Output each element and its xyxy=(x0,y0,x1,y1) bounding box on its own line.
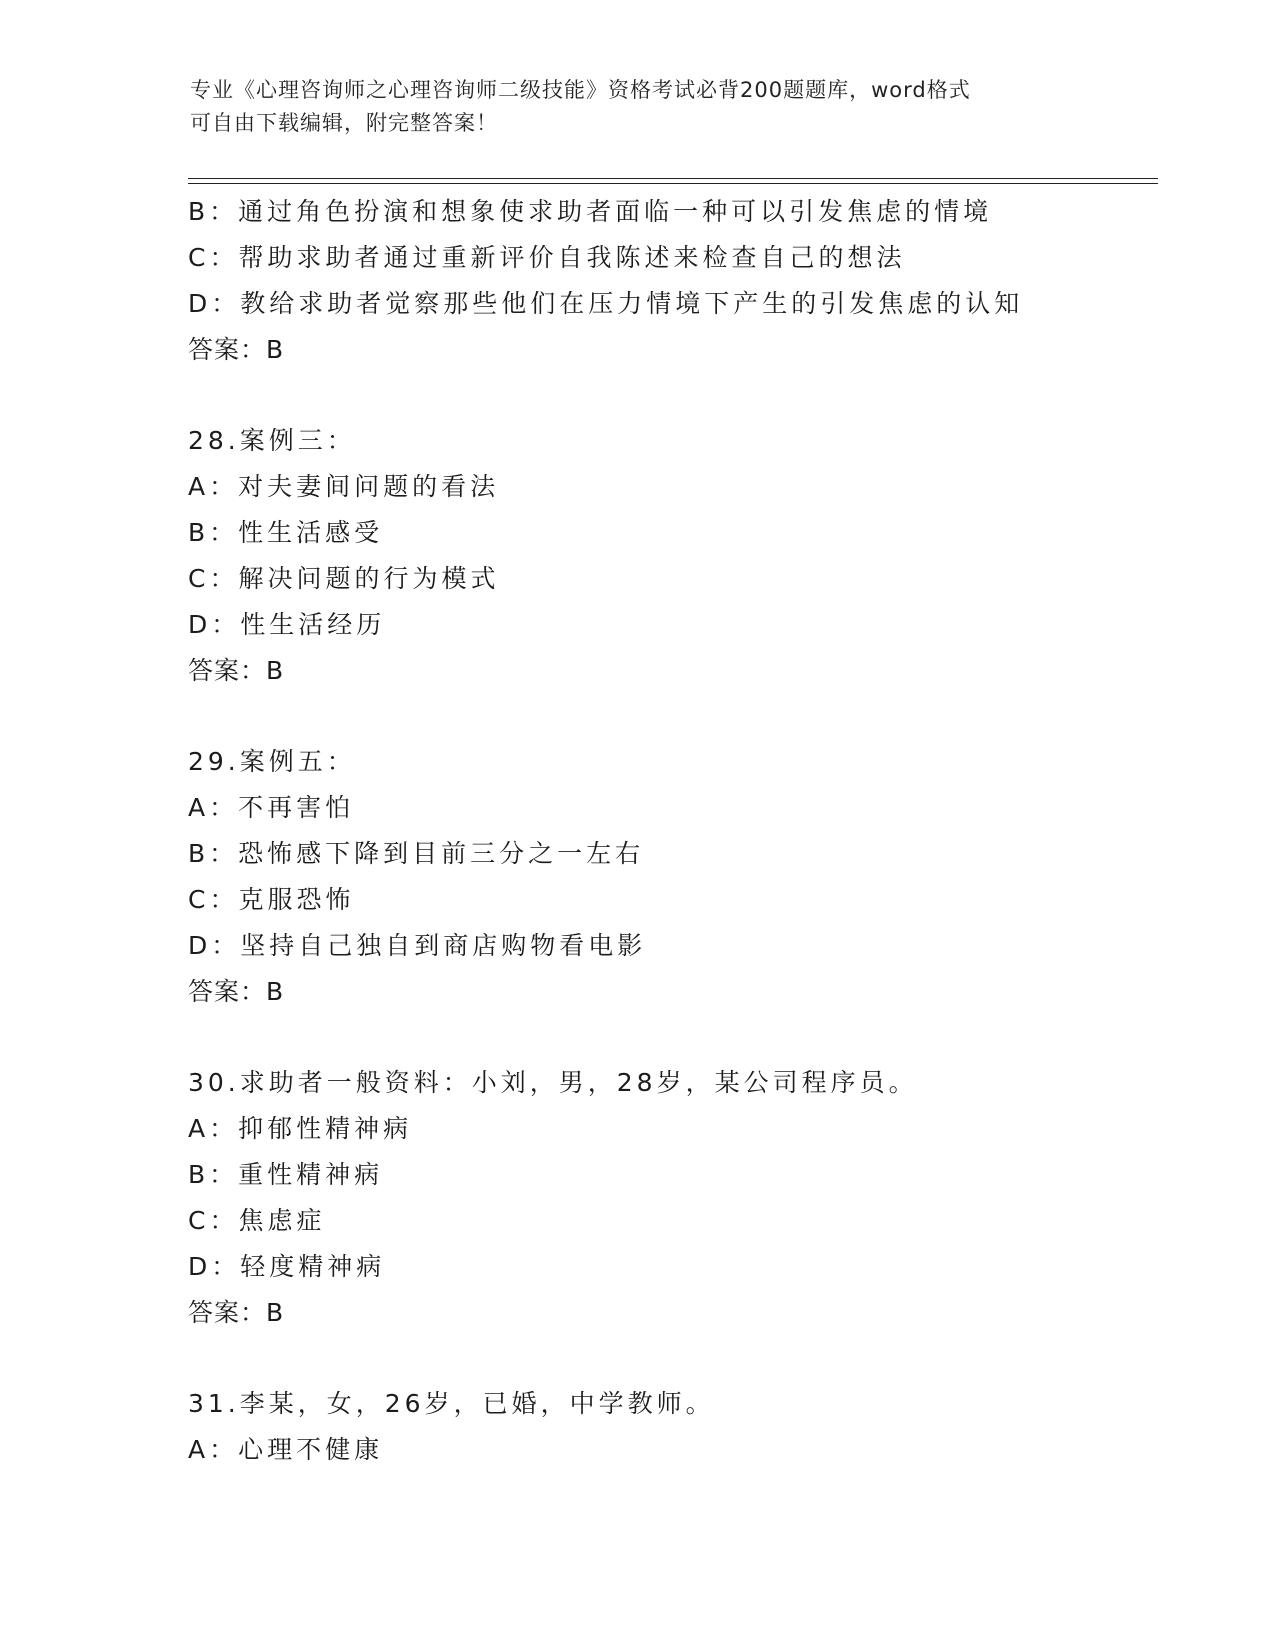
question-block xyxy=(188,418,1148,694)
question-list xyxy=(188,189,1148,1473)
answer-line: 答案：B xyxy=(188,335,285,364)
header-divider-bottom xyxy=(188,183,1158,184)
option-line: B：通过角色扮演和想象使求助者面临一种可以引发焦虑的情境 xyxy=(188,197,993,226)
question-block xyxy=(188,1381,1148,1473)
question-stem: 28.案例三： xyxy=(188,426,356,455)
option-line: D：性生活经历 xyxy=(188,610,386,639)
option-line: C：帮助求助者通过重新评价自我陈述来检查自己的想法 xyxy=(188,243,906,272)
answer-line: 答案：B xyxy=(188,1298,285,1327)
answer-line: 答案：B xyxy=(188,656,285,685)
question-stem: 30.求助者一般资料：小刘，男，28岁，某公司程序员。 xyxy=(188,1068,918,1097)
option-line: D：坚持自己独自到商店购物看电影 xyxy=(188,931,647,960)
option-line: C：焦虑症 xyxy=(188,1206,326,1235)
option-line: B：恐怖感下降到目前三分之一左右 xyxy=(188,839,645,868)
question-block xyxy=(188,189,1148,373)
option-line: D：轻度精神病 xyxy=(188,1252,386,1281)
question-block xyxy=(188,739,1148,1015)
header-line-2: 可自由下载编辑，附完整答案！ xyxy=(190,111,498,135)
option-line: D：教给求助者觉察那些他们在压力情境下产生的引发焦虑的认知 xyxy=(188,289,1024,318)
document-header xyxy=(190,74,1090,140)
question-stem: 31.李某，女，26岁，已婚，中学教师。 xyxy=(188,1389,715,1418)
option-line: B：重性精神病 xyxy=(188,1160,384,1189)
option-line: B：性生活感受 xyxy=(188,518,384,547)
option-line: C：解决问题的行为模式 xyxy=(188,564,500,593)
answer-line: 答案：B xyxy=(188,977,285,1006)
header-line-1: 专业《心理咨询师之心理咨询师二级技能》资格考试必背200题题库，word格式 xyxy=(190,78,971,102)
option-line: A：不再害怕 xyxy=(188,793,355,822)
header-divider-top xyxy=(188,178,1158,179)
option-line: A：心理不健康 xyxy=(188,1435,384,1464)
option-line: A：对夫妻间问题的看法 xyxy=(188,472,500,501)
option-line: A：抑郁性精神病 xyxy=(188,1114,413,1143)
question-block xyxy=(188,1060,1148,1336)
option-line: C：克服恐怖 xyxy=(188,885,355,914)
question-stem: 29.案例五： xyxy=(188,747,356,776)
